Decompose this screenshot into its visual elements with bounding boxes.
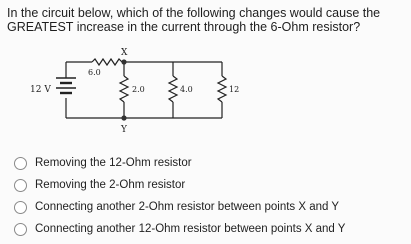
radio-icon[interactable] bbox=[14, 201, 27, 214]
option-label: Removing the 2-Ohm resistor bbox=[35, 179, 186, 191]
option-label: Connecting another 12-Ohm resistor between points X and Y bbox=[35, 223, 346, 235]
answer-options bbox=[14, 152, 345, 240]
node-y-label: Y bbox=[121, 125, 127, 135]
option-label: Removing the 12-Ohm resistor bbox=[35, 157, 192, 169]
resistor-6-label: 6.0 bbox=[88, 68, 101, 77]
resistor-2-label: 2.0 bbox=[132, 85, 145, 94]
resistor-12-label: 12 bbox=[229, 85, 240, 94]
resistor-6 bbox=[92, 59, 122, 65]
radio-icon[interactable] bbox=[14, 157, 27, 170]
option-4[interactable] bbox=[14, 218, 345, 240]
radio-icon[interactable] bbox=[14, 179, 27, 192]
resistor-2 bbox=[120, 76, 128, 102]
radio-icon[interactable] bbox=[14, 223, 27, 236]
option-label: Connecting another 2-Ohm resistor between points X and Y bbox=[35, 201, 340, 213]
node-x-dot bbox=[121, 59, 126, 64]
resistor-4 bbox=[169, 76, 177, 102]
option-1[interactable] bbox=[14, 152, 345, 174]
resistor-4-label: 4.0 bbox=[180, 85, 193, 94]
option-2[interactable] bbox=[14, 174, 345, 196]
battery-icon bbox=[56, 78, 76, 93]
option-3[interactable] bbox=[14, 196, 345, 218]
battery-label: 12 V bbox=[30, 85, 51, 95]
question-text: In the circuit below, which of the following changes would cause the GREATEST increase in the current through the 6-Ohm resistor? bbox=[7, 6, 381, 34]
node-y-dot bbox=[121, 115, 126, 120]
circuit-diagram bbox=[0, 40, 260, 150]
resistor-12 bbox=[218, 76, 226, 102]
node-x-label: X bbox=[121, 48, 128, 58]
